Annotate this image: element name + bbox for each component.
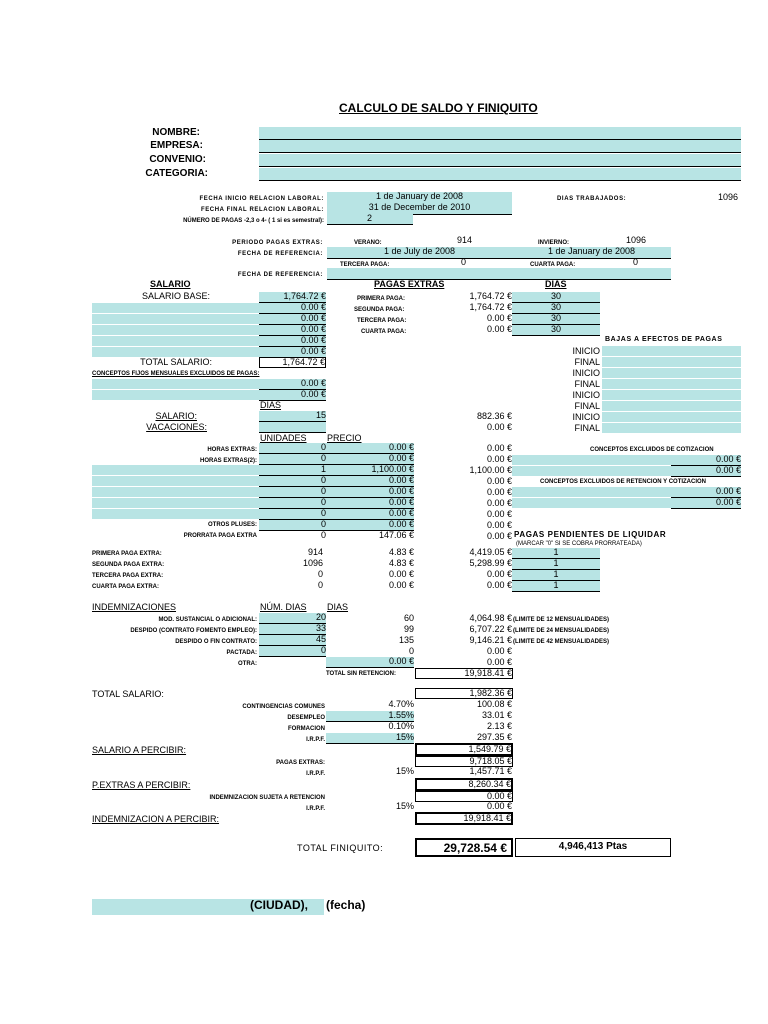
excl-cot-concept-1[interactable] [512, 455, 671, 465]
invierno-label: INVIERNO: [538, 240, 570, 246]
indem-lim-1: (LIMITE DE 24 MENSUALIDADES) [513, 628, 610, 634]
salario-value-5[interactable]: 0.00 € [259, 347, 326, 358]
salario-concept-1[interactable] [92, 303, 259, 313]
horas-t-7: 0.00 € [486, 520, 512, 530]
indem-d-4[interactable]: 0.00 € [326, 657, 414, 668]
conceptos-fijos-label: CONCEPTOS FIJOS MENSUALES EXCLUIDOS DE PAGAS: [92, 371, 260, 377]
fecha-inicio-field[interactable]: 1 de January de 2008 [327, 192, 512, 204]
horas-u-3[interactable]: 0 [259, 476, 326, 487]
plus-concept-5[interactable] [92, 509, 259, 519]
fecha-ref-verano-field[interactable]: 1 de July de 2008 [327, 247, 512, 259]
precio-label: PRECIO [327, 433, 362, 443]
convenio-field[interactable] [259, 154, 741, 167]
horas-u-8: 0 [320, 530, 326, 540]
horas-t-3: 0.00 € [486, 476, 512, 486]
indem-percibir-label: INDEMNIZACION A PERCIBIR: [92, 814, 220, 824]
indem-t-1: 6,707.22 € [469, 624, 512, 634]
bajas-field-6[interactable] [602, 412, 741, 422]
horas-p-8: 147.06 € [378, 530, 414, 540]
verano-label: VERANO: [354, 240, 382, 246]
concepto-fijo-2[interactable] [92, 390, 259, 400]
primera-paga-dias[interactable]: 30 [512, 292, 600, 303]
total-salario2-value: 1,982.36 € [415, 688, 513, 699]
salario-concept-4[interactable] [92, 336, 259, 346]
bajas-field-0[interactable] [602, 346, 741, 356]
fecha-ref2-label: FECHA DE REFERENCIA: [237, 272, 323, 278]
total-sin-retencion-value: 19,918.41 € [415, 668, 513, 679]
excl-ret-concept-1[interactable] [512, 487, 671, 497]
horas-u-7[interactable]: 0 [259, 520, 326, 531]
horas-t-4: 0.00 € [486, 487, 512, 497]
indem-label-1: DESPIDO (CONTRATO FOMENTO EMPLEO): [130, 628, 257, 634]
tercera-paga-row-label: TERCERA PAGA: [357, 318, 407, 324]
pendiente-label-0: PRIMERA PAGA EXTRA: [92, 551, 162, 557]
segunda-paga-label: SEGUNDA PAGA: [354, 307, 405, 313]
horas-t-1: 0.00 € [486, 454, 512, 464]
irpf3-value: 0.00 € [486, 801, 512, 811]
pendiente-d-0: 914 [307, 547, 323, 557]
salario-importe: 882.36 € [476, 411, 512, 421]
pendiente-m-0[interactable]: 1 [512, 548, 600, 559]
periodo-label: PERIODO PAGAS EXTRAS: [232, 240, 323, 246]
cuarta-paga-row-label: CUARTA PAGA: [361, 329, 407, 335]
categoria-field[interactable] [259, 168, 741, 181]
unidades-label: UNIDADES [260, 433, 307, 443]
contingencias-pct: 4.70% [388, 699, 414, 709]
indem-n-2[interactable]: 45 [259, 635, 326, 646]
excl-ret-value-1[interactable]: 0.00 € [671, 487, 741, 498]
total-salario2-label: TOTAL SALARIO: [92, 689, 164, 699]
pendiente-label-1: SEGUNDA PAGA EXTRA: [92, 562, 165, 568]
salario-percibir-value: 1,549.79 € [415, 743, 513, 756]
pagas-extras-liq-value: 9,718.05 € [415, 756, 513, 767]
tercera-paga-row-value: 0.00 € [486, 313, 512, 323]
bajas-label-7: FINAL [574, 423, 600, 433]
pextras-percibir-label: P.EXTRAS A PERCIBIR: [92, 780, 191, 790]
indem-t-4: 0.00 € [486, 657, 512, 667]
irpf2-label: I.R.P.F. [306, 771, 325, 777]
fecha-ref-invierno-field[interactable]: 1 de January de 2008 [512, 247, 671, 259]
pendiente-p-3: 0.00 € [388, 580, 414, 590]
convenio-label: CONVENIO: [149, 154, 206, 165]
indemnizaciones-heading: INDEMNIZACIONES [92, 602, 177, 612]
total-finiquito-euros: 29,728.54 € [415, 838, 513, 857]
salario-concept-2[interactable] [92, 314, 259, 324]
nombre-label: NOMBRE: [152, 127, 200, 138]
vacaciones-field[interactable] [259, 422, 326, 433]
indem-label-4: OTRA: [238, 661, 257, 667]
indem-label-2: DESPIDO O FIN CONTRATO: [175, 639, 257, 645]
horas-p-5[interactable]: 0.00 € [326, 498, 414, 509]
cuarta-paga-row-value: 0.00 € [486, 324, 512, 334]
indem-n-1[interactable]: 33 [259, 624, 326, 635]
dias-trabajados-label: DIAS TRABAJADOS: [557, 196, 627, 202]
bajas-field-2[interactable] [602, 368, 741, 378]
primera-paga-value: 1,764.72 € [469, 291, 512, 301]
salario-value-1[interactable]: 0.00 € [259, 303, 326, 314]
pendiente-t-1: 5,298.99 € [469, 558, 512, 568]
total-salario-label: TOTAL SALARIO: [140, 357, 212, 367]
contingencias-label: CONTINGENCIAS COMUNES [242, 704, 325, 710]
salario-value-3[interactable]: 0.00 € [259, 325, 326, 336]
salario-concept-5[interactable] [92, 347, 259, 357]
horas-u-6[interactable]: 0 [259, 509, 326, 520]
bajas-field-3[interactable] [602, 379, 741, 389]
indem-t-0: 4,064.98 € [469, 613, 512, 623]
pendientes-note: (MARCAR "0" SI SE COBRA PRORRATEADA) [516, 541, 642, 547]
bajas-label-3: FINAL [574, 379, 600, 389]
excl-ret-concept-2[interactable] [512, 498, 671, 508]
desempleo-value: 33.01 € [481, 710, 512, 720]
concepto-fijo-value-2[interactable]: 0.00 € [259, 390, 326, 401]
bajas-label-1: FINAL [574, 357, 600, 367]
categoria-label: CATEGORIA: [145, 168, 208, 179]
dias-trabajados-value: 1096 [717, 192, 738, 202]
indem-sujeta-value: 0.00 € [415, 791, 513, 802]
concepto-fijo-value-1[interactable]: 0.00 € [259, 379, 326, 390]
empresa-field[interactable] [259, 140, 741, 153]
formacion-label: FORMACION [288, 726, 325, 732]
horas-u-4[interactable]: 0 [259, 487, 326, 498]
verano-value: 914 [457, 235, 473, 245]
indem-sujeta-label: INDEMNIZACION SUJETA A RETENCION [209, 795, 325, 801]
horas-u-2[interactable]: 1 [259, 465, 326, 476]
bajas-field-5[interactable] [602, 401, 741, 411]
excl-cot-value-1[interactable]: 0.00 € [671, 455, 741, 466]
total-salario-value: 1,764.72 € [259, 357, 326, 368]
horas-t-5: 0.00 € [486, 498, 512, 508]
segunda-paga-dias[interactable]: 30 [512, 303, 600, 314]
bajas-label-0: INICIO [572, 346, 600, 356]
vacaciones-importe: 0.00 € [486, 422, 512, 432]
indem-n-3[interactable]: 0 [259, 646, 326, 657]
cuarta-paga-label: CUARTA PAGA: [530, 262, 576, 268]
plus-concept-2[interactable] [92, 476, 259, 486]
desempleo-label: DESEMPLEO [287, 715, 325, 721]
plus-concept-3[interactable] [92, 487, 259, 497]
pendiente-label-2: TERCERA PAGA EXTRA: [92, 573, 164, 579]
cuarta-paga-dias[interactable]: 30 [512, 325, 600, 336]
salario-value-2[interactable]: 0.00 € [259, 314, 326, 325]
pendiente-m-1[interactable]: 1 [512, 559, 600, 570]
fecha-ref-label: FECHA DE REFERENCIA: [237, 251, 323, 257]
pendiente-d-2: 0 [317, 569, 323, 579]
horas-t-6: 0.00 € [486, 509, 512, 519]
horas-p-0[interactable]: 0.00 € [326, 443, 414, 454]
horas-extras2-label: HORAS EXTRAS(2): [199, 458, 257, 464]
indem-d-3: 0 [408, 646, 414, 656]
concepto-fijo-1[interactable] [92, 379, 259, 389]
salario-row-label: SALARIO: [155, 411, 197, 421]
indem-percibir-value: 19,918.41 € [415, 812, 513, 825]
horas-p-2[interactable]: 1,100.00 € [326, 465, 414, 476]
otros-pluses-label: OTROS PLUSES: [207, 522, 257, 528]
indem-d-2: 135 [398, 635, 414, 645]
salario-heading: SALARIO [150, 279, 191, 289]
pendiente-m-3[interactable]: 1 [512, 581, 600, 592]
fecha-text[interactable]: (fecha) [326, 898, 366, 912]
irpf-pct[interactable]: 15% [326, 733, 414, 744]
irpf3-pct: 15% [395, 801, 414, 811]
irpf2-value: 1,457.71 € [469, 766, 512, 776]
cuarta-paga-value: 0 [633, 257, 639, 267]
horas-p-1[interactable]: 0.00 € [326, 454, 414, 465]
horas-u-1[interactable]: 0 [259, 454, 326, 465]
vacaciones-label: VACACIONES: [146, 422, 207, 432]
horas-p-4[interactable]: 0.00 € [326, 487, 414, 498]
horas-p-7[interactable]: 0.00 € [326, 520, 414, 531]
plus-concept-1[interactable] [92, 465, 259, 475]
page-title: CALCULO DE SALDO Y FINIQUITO [339, 101, 538, 115]
indem-lim-2: (LIMITE DE 42 MENSUALIDADES) [513, 639, 610, 645]
fecha-inicio-label: FECHA INICIO RELACION LABORAL: [199, 196, 324, 202]
horas-t-0: 0.00 € [486, 443, 512, 453]
desempleo-pct[interactable]: 1.55% [326, 711, 414, 722]
bajas-field-4[interactable] [602, 390, 741, 400]
indem-d-1: 99 [403, 624, 414, 634]
bajas-label-6: INICIO [572, 412, 600, 422]
pendiente-d-3: 0 [317, 580, 323, 590]
excl-cot-value-2[interactable]: 0.00 € [671, 466, 741, 477]
salario-percibir-label: SALARIO A PERCIBIR: [92, 745, 187, 755]
empresa-label: EMPRESA: [150, 140, 203, 151]
pendiente-t-0: 4,419.05 € [469, 547, 512, 557]
salario-value-4[interactable]: 0.00 € [259, 336, 326, 347]
indem-label-0: MOD. SUSTANCIAL O ADICIONAL: [158, 617, 257, 623]
nombre-field[interactable] [259, 127, 741, 140]
fecha-final-field[interactable]: 31 de December de 2010 [327, 203, 512, 215]
horas-t-8: 0.00 € [486, 531, 512, 541]
indem-t-2: 9,146.21 € [469, 635, 512, 645]
indem-label-3: PACTADA: [226, 650, 257, 656]
horas-u-0[interactable]: 0 [259, 443, 326, 454]
tercera-paga-value: 0 [461, 257, 467, 267]
plus-concept-4[interactable] [92, 498, 259, 508]
horas-extras-label: HORAS EXTRAS: [207, 447, 257, 453]
indem-n-0[interactable]: 20 [259, 613, 326, 624]
bajas-field-7[interactable] [602, 423, 741, 433]
horas-u-5[interactable]: 0 [259, 498, 326, 509]
indem-dias-label: DIAS [327, 602, 349, 612]
formacion-pct: 0.10% [388, 721, 414, 731]
contingencias-value: 100.08 € [476, 699, 512, 709]
excl-ret-label: CONCEPTOS EXCLUIDOS DE RETENCION Y COTIZACION [540, 479, 707, 485]
fecha-final-label: FECHA FINAL RELACION LABORAL: [200, 207, 324, 213]
num-dias-label: NÚM. DIAS [260, 602, 307, 612]
pagas-extras-liq-label: PAGAS EXTRAS: [276, 760, 325, 766]
segunda-paga-value: 1,764.72 € [469, 302, 512, 312]
bajas-label-4: INICIO [572, 390, 600, 400]
bajas-field-1[interactable] [602, 357, 741, 367]
irpf-value: 297.35 € [476, 732, 512, 742]
pendiente-label-3: CUARTA PAGA EXTRA: [92, 584, 159, 590]
pextras-percibir-value: 8,260.34 € [415, 778, 513, 791]
salario-dias-field[interactable]: 15 [259, 411, 326, 422]
bajas-label-5: FINAL [574, 401, 600, 411]
irpf2-pct: 15% [395, 766, 414, 776]
primera-paga-label: PRIMERA PAGA: [357, 296, 405, 302]
pendiente-m-2[interactable]: 1 [512, 570, 600, 581]
irpf3-label: I.R.P.F. [306, 806, 325, 812]
pendiente-d-1: 1096 [302, 558, 323, 568]
pagas-extras-heading: PAGAS EXTRAS [374, 279, 445, 289]
pendientes-heading: PAGAS PENDIENTES DE LIQUIDAR [514, 530, 667, 539]
irpf-label: I.R.P.F. [306, 737, 325, 743]
total-finiquito-label: TOTAL FINIQUITO: [297, 843, 384, 853]
pendiente-p-0: 4.83 € [388, 547, 414, 557]
invierno-value: 1096 [626, 235, 647, 245]
tercera-paga-label: TERCERA PAGA: [340, 262, 390, 268]
pendiente-t-3: 0.00 € [486, 580, 512, 590]
ciudad-text: (CIUDAD), [250, 898, 308, 912]
pendiente-p-1: 4.83 € [388, 558, 414, 568]
indem-d-0: 60 [403, 613, 414, 623]
dias-col-label: DIAS [260, 400, 282, 410]
excl-cot-label: CONCEPTOS EXCLUIDOS DE COTIZACION [590, 447, 714, 453]
salario-concept-3[interactable] [92, 325, 259, 335]
indem-t-3: 0.00 € [486, 646, 512, 656]
salario-value-0[interactable]: 1,764.72 € [259, 292, 326, 303]
horas-p-6[interactable]: 0.00 € [326, 509, 414, 520]
horas-t-2: 1,100.00 € [469, 465, 512, 475]
num-pagas-field[interactable]: 2 [327, 214, 413, 225]
indem-lim-0: (LIMITE DE 12 MENSUALIDADES) [513, 617, 610, 623]
horas-p-3[interactable]: 0.00 € [326, 476, 414, 487]
tercera-paga-dias[interactable]: 30 [512, 314, 600, 325]
bajas-heading: BAJAS A EFECTOS DE PAGAS [605, 336, 723, 343]
num-pagas-label: NÚMERO DE PAGAS -2,3 o 4- ( 1 si es semestral): [183, 218, 324, 224]
pendiente-p-2: 0.00 € [388, 569, 414, 579]
excl-cot-concept-2[interactable] [512, 466, 671, 476]
excl-ret-value-2[interactable]: 0.00 € [671, 498, 741, 509]
pendiente-t-2: 0.00 € [486, 569, 512, 579]
total-sin-retencion-label: TOTAL SIN RETENCION: [326, 671, 397, 677]
salario-base-label: SALARIO BASE: [141, 291, 210, 301]
bajas-label-2: INICIO [572, 368, 600, 378]
formacion-value: 2.13 € [486, 721, 512, 731]
total-finiquito-ptas: 4,946,413 Ptas [515, 838, 671, 857]
dias-heading: DIAS [545, 279, 567, 289]
prorrata-label: PRORRATA PAGA EXTRA [183, 533, 257, 539]
